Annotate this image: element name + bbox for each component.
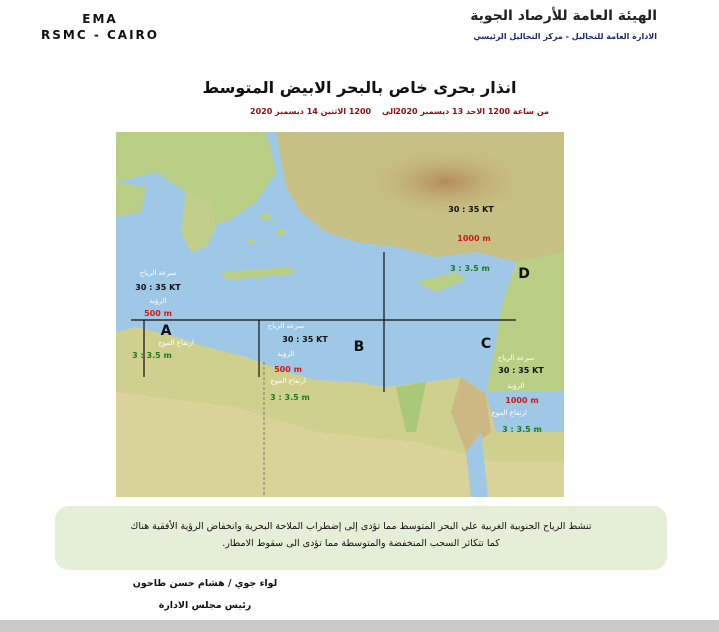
period-to-label: الى [382,107,396,116]
message-line-1: تنشط الرياح الجنوبية الغربية علي البحر المتوسط مما تؤدى إلى إضطراب الملاحة البحرية وانخفاض الرؤية الأفقية هناك [130,521,592,532]
zone-a-visibility: 500 m [144,309,172,318]
zone-a-letter: A [160,323,172,339]
zone-c-letter: C [480,336,492,352]
zone-b-wave-label: ارتفاع الموج [270,377,306,385]
page-title: انذار بحرى خاص بالبحر الابيض المتوسط [202,78,517,97]
zone-a-wave: 3 : 3.5 m [132,351,172,360]
signatory-name: لواء جوي / هشام حسن طاحون [132,578,278,589]
zone-d-visibility: 1000 m [457,234,491,243]
zone-b-wind: 30 : 35 KT [282,335,328,344]
agency-acronym: EMA [82,12,118,26]
aegean-island [276,229,286,235]
warning-message [55,506,667,570]
zone-c-wave: 3 : 3.5 m [502,425,542,434]
zone-c-wind: 30 : 35 KT [498,366,544,375]
aegean-island [247,240,255,244]
zone-b-vis-label: الرؤية [277,350,295,358]
zone-a-wind: 30 : 35 KT [135,283,181,292]
zone-a-wave-label: ارتفاع الموج [158,339,194,347]
department-name: الادارة العامة للتحاليل - مركز التحاليل الرئيسي [473,32,657,41]
zone-a-wind-label: سرعة الرياح [139,269,177,277]
center-name: RSMC - CAIRO [41,28,159,42]
zone-b-visibility: 500 m [274,365,302,374]
period-from: من ساعة 1200 الاحد 13 ديسمبر 2020 [395,107,549,116]
zone-b-letter: B [353,339,365,355]
aegean-island [260,214,272,220]
zone-b-wind-label: سرعة الرياح [267,322,305,330]
zone-d-wind: 30 : 35 KT [448,205,494,214]
zone-b-wave: 3 : 3.5 m [270,393,310,402]
zone-c-wave-label: ارتفاع الموج [491,409,527,417]
ema-logo-text [30,12,170,42]
warning-map [116,132,564,497]
zone-d-letter: D [518,266,530,282]
zone-c-visibility: 1000 m [505,396,539,405]
organization-header [470,8,657,41]
zone-a-vis-label: الرؤية [149,297,167,305]
zone-c-vis-label: الرؤية [507,382,525,390]
zone-c-wind-label: سرعة الرياح [497,354,535,362]
signatory-title: رئيس مجلس الادارة [158,600,252,611]
message-line-2: كما تتكاثر السحب المنخفضة والمتوسطة مما تؤدى الى سقوط الامطار. [222,538,500,549]
organization-name: الهيئة العامة للأرصاد الجوية [470,8,657,24]
anatolia-mountains [366,147,526,217]
footer-bar [0,620,719,632]
period-to: 1200 الاثنين 14 ديسمبر 2020 [250,107,372,116]
zone-d-wave: 3 : 3.5 m [450,264,490,273]
